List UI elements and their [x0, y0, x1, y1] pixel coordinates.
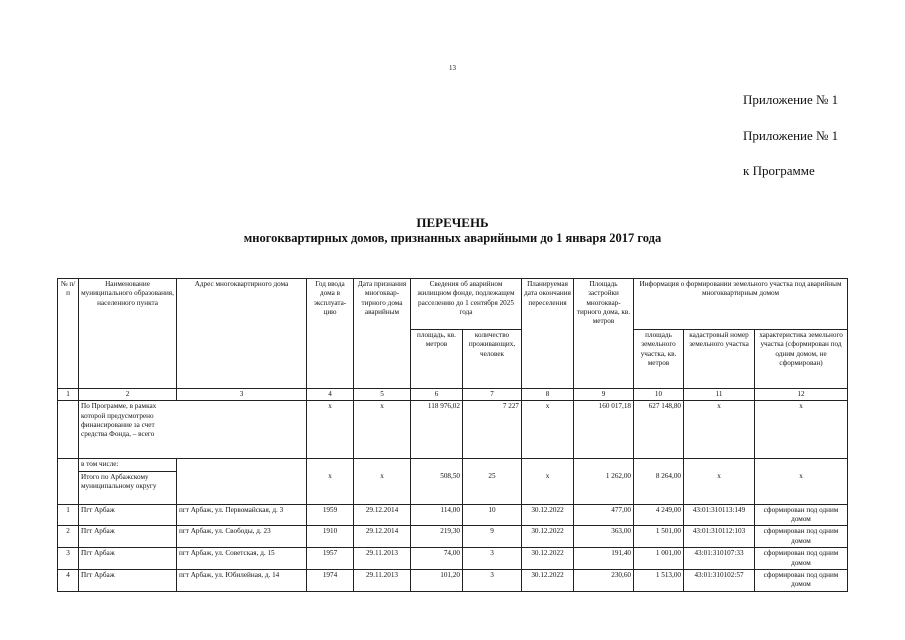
row-land-area: 4 249,00	[634, 504, 684, 526]
table-row	[58, 504, 848, 526]
col-number: 7	[463, 389, 522, 401]
appendix-line-2: Приложение № 1	[743, 128, 839, 143]
row-area: 114,00	[411, 504, 463, 526]
subtotal-label: Итого по Арбажскому муниципальному округу	[79, 471, 177, 504]
subtotal-build-area: 1 262,00	[574, 471, 634, 504]
header-land-info: Информация о формировании земельного участка под аварийным многоквартирным домом	[634, 279, 848, 330]
total-year: x	[307, 401, 354, 459]
row-year: 1974	[307, 569, 354, 591]
row-people: 9	[463, 526, 522, 548]
row-address: пгт Арбаж, ул. Первомайская, д. 3	[177, 504, 307, 526]
total-planned: x	[522, 401, 574, 459]
row-date: 29.12.2014	[354, 526, 411, 548]
header-people: количество проживающих, человек	[463, 330, 522, 389]
header-address: Адрес многоквартирного дома	[177, 279, 307, 389]
subtotal-date: x	[354, 471, 411, 504]
total-date: x	[354, 401, 411, 459]
document-subtitle: многоквартирных домов, признанных аварийными до 1 января 2017 года	[243, 231, 662, 245]
row-address: пгт Арбаж, ул. Советская, д. 15	[177, 548, 307, 570]
row-num: 1	[58, 504, 79, 526]
row-build-area: 230,60	[574, 569, 634, 591]
row-planned: 30.12.2022	[522, 504, 574, 526]
row-land-area: 1 513,00	[634, 569, 684, 591]
total-area: 118 976,02	[411, 401, 463, 459]
row-date: 29.11.2013	[354, 569, 411, 591]
col-number: 10	[634, 389, 684, 401]
row-character: сформирован под одним домом	[755, 504, 848, 526]
row-place: Пгт Арбаж	[79, 548, 177, 570]
col-number: 2	[79, 389, 177, 401]
header-planned-date: Планируемая дата окончания переселения	[522, 279, 574, 389]
row-date: 29.12.2014	[354, 504, 411, 526]
header-date-recognized: Дата признания многоквар-тирного дома аварийным	[354, 279, 411, 389]
including-row	[58, 459, 848, 471]
column-numbers-row	[58, 389, 848, 401]
subtotal-land-area: 8 264,00	[634, 471, 684, 504]
col-number: 8	[522, 389, 574, 401]
including-label: в том числе:	[79, 459, 177, 471]
row-build-area: 477,00	[574, 504, 634, 526]
row-planned: 30.12.2022	[522, 526, 574, 548]
document-title: ПЕРЕЧЕНЬ	[416, 215, 489, 230]
subtotal-area: 508,50	[411, 471, 463, 504]
row-cadastral: 43:01:310102:57	[684, 569, 755, 591]
row-area: 74,00	[411, 548, 463, 570]
col-number: 3	[177, 389, 307, 401]
col-number: 12	[755, 389, 848, 401]
header-row-1	[58, 279, 848, 330]
col-number: 1	[58, 389, 79, 401]
subtotal-people: 25	[463, 471, 522, 504]
header-area: площадь, кв. метров	[411, 330, 463, 389]
row-character: сформирован под одним домом	[755, 526, 848, 548]
row-place: Пгт Арбаж	[79, 504, 177, 526]
row-planned: 30.12.2022	[522, 548, 574, 570]
total-character: x	[755, 401, 848, 459]
header-cadastral: кадастровый номер земельного участка	[684, 330, 755, 389]
col-number: 11	[684, 389, 755, 401]
total-build-area: 160 017,18	[574, 401, 634, 459]
total-label: По Программе, в рамках которой предусмотрено финансирование за счет средства Фонда, – всего	[79, 401, 307, 459]
subtotal-planned: x	[522, 471, 574, 504]
total-cadastral: x	[684, 401, 755, 459]
row-people: 3	[463, 569, 522, 591]
appendix-line-3: к Программе	[743, 163, 815, 178]
row-cadastral: 43:01:310107:33	[684, 548, 755, 570]
row-build-area: 191,40	[574, 548, 634, 570]
row-year: 1910	[307, 526, 354, 548]
row-cadastral: 43:01:310113:149	[684, 504, 755, 526]
total-num-cell	[58, 401, 79, 459]
row-land-area: 1 501,00	[634, 526, 684, 548]
subtotal-row	[58, 471, 848, 504]
header-land-area: площадь земельного участка, кв. метров	[634, 330, 684, 389]
col-number: 6	[411, 389, 463, 401]
header-municipality: Наименование муниципального образования, населенного пункта	[79, 279, 177, 389]
subtotal-year: x	[307, 471, 354, 504]
total-land-area: 627 148,80	[634, 401, 684, 459]
row-num: 2	[58, 526, 79, 548]
row-year: 1959	[307, 504, 354, 526]
header-year: Год ввода дома в эксплуата-цию	[307, 279, 354, 389]
subtotal-cadastral: x	[684, 471, 755, 504]
row-place: Пгт Арбаж	[79, 526, 177, 548]
row-character: сформирован под одним домом	[755, 569, 848, 591]
row-land-area: 1 001,00	[634, 548, 684, 570]
header-housing-info: Сведения об аварийном жилищном фонде, подлежащем расселению до 1 сентября 2025 года	[411, 279, 522, 330]
row-area: 219,30	[411, 526, 463, 548]
col-number: 4	[307, 389, 354, 401]
row-num: 3	[58, 548, 79, 570]
row-address: пгт Арбаж, ул. Свободы, д. 23	[177, 526, 307, 548]
header-num: № п/п	[58, 279, 79, 389]
row-build-area: 363,00	[574, 526, 634, 548]
row-planned: 30.12.2022	[522, 569, 574, 591]
emergency-houses-table	[57, 278, 848, 592]
row-num: 4	[58, 569, 79, 591]
row-date: 29.11.2013	[354, 548, 411, 570]
row-people: 10	[463, 504, 522, 526]
subtotal-character: x	[755, 471, 848, 504]
row-character: сформирован под одним домом	[755, 548, 848, 570]
row-people: 3	[463, 548, 522, 570]
total-row	[58, 401, 848, 459]
col-number: 5	[354, 389, 411, 401]
col-number: 9	[574, 389, 634, 401]
row-address: пгт Арбаж, ул. Юбилейная, д. 14	[177, 569, 307, 591]
table-row	[58, 548, 848, 570]
row-cadastral: 43:01:310112:103	[684, 526, 755, 548]
row-place: Пгт Арбаж	[79, 569, 177, 591]
table-row	[58, 569, 848, 591]
header-build-area: Площадь застройки многоквар-тирного дома, кв. метров	[574, 279, 634, 389]
total-people: 7 227	[463, 401, 522, 459]
row-area: 101,20	[411, 569, 463, 591]
appendix-line-1: Приложение № 1	[743, 92, 839, 107]
table-row	[58, 526, 848, 548]
header-land-character: характеристика земельного участка (сформирован под одним домом, не сформирован)	[755, 330, 848, 389]
page-number: 13	[449, 64, 456, 72]
row-year: 1957	[307, 548, 354, 570]
